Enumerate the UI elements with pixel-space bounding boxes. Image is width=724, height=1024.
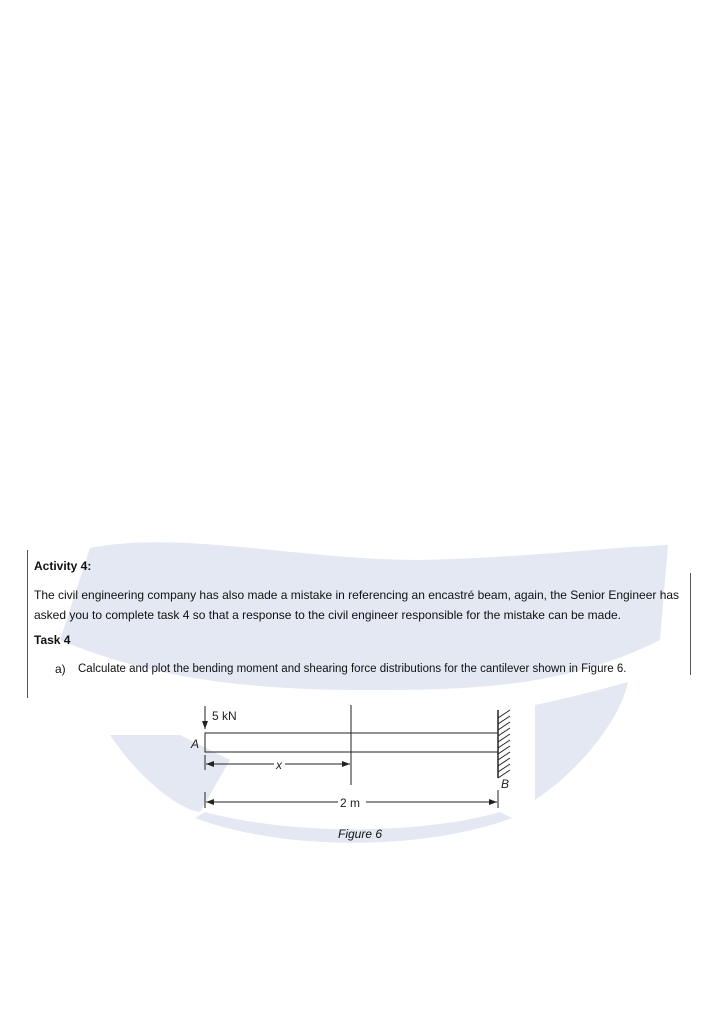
cantilever-figure bbox=[180, 700, 520, 820]
right-margin-rule bbox=[690, 573, 691, 675]
end-b-label: B bbox=[501, 777, 510, 791]
left-margin-rule bbox=[27, 550, 28, 698]
figure-caption: Figure 6 bbox=[338, 827, 383, 841]
end-a-label: A bbox=[191, 737, 200, 751]
watermark-arc-right bbox=[535, 682, 628, 800]
question-marker: a) bbox=[55, 662, 66, 676]
span-label: 2 m bbox=[340, 796, 361, 810]
activity-heading: Activity 4: bbox=[34, 559, 92, 573]
x-label: x bbox=[276, 758, 282, 772]
wall-hatching bbox=[498, 710, 510, 778]
task-heading: Task 4 bbox=[34, 633, 71, 647]
question-text: Calculate and plot the bending moment and shearing force distributions for the cantilever shown in Figure 6. bbox=[78, 663, 627, 675]
activity-paragraph: The civil engineering company has also made a mistake in referencing an encastré beam, again, the Senior Engineer has asked you to complete task 4 so that a response to the civil engineer responsible for the mistake can be made. bbox=[34, 588, 680, 622]
cantilever-diagram bbox=[180, 700, 520, 820]
load-label: 5 kN bbox=[212, 709, 237, 723]
